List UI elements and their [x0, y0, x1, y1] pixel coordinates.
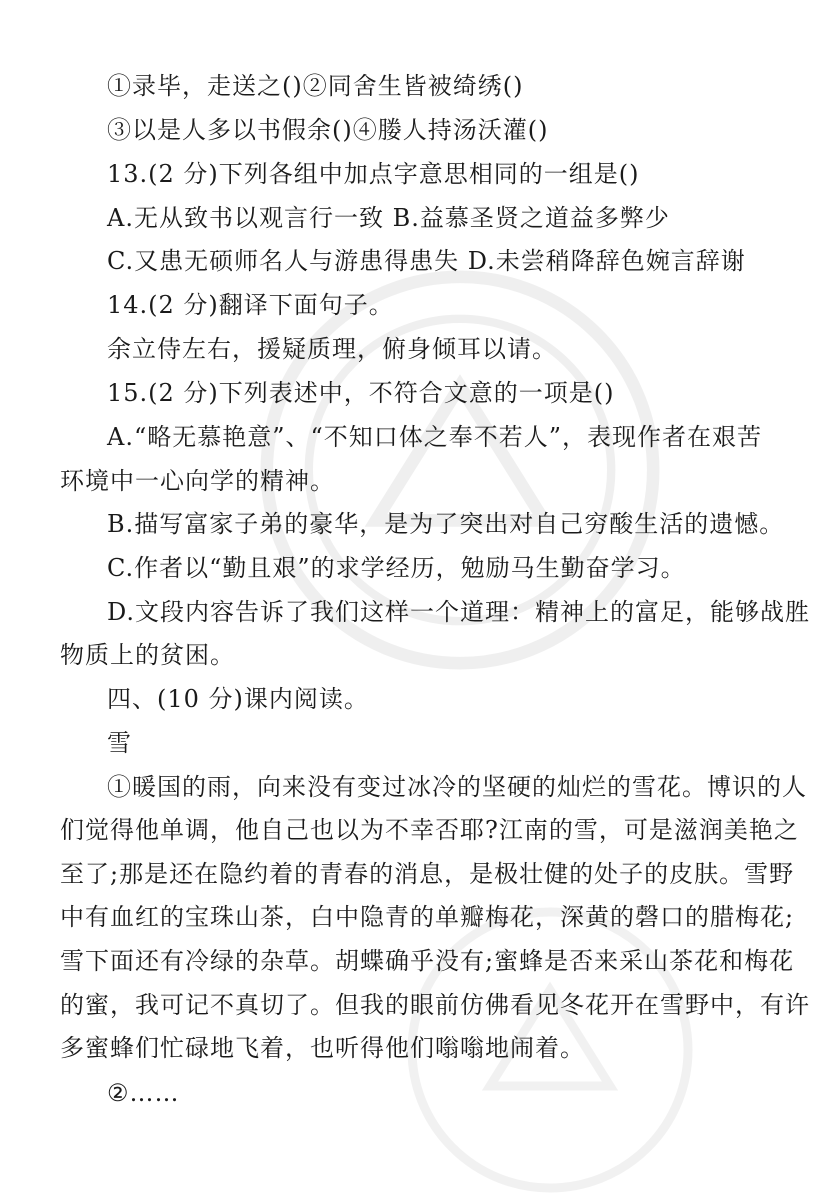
- q15-option-d-line2: 物质上的贫困。: [60, 641, 235, 669]
- passage-para1-line4: 中有血红的宝珠山茶，白中隐青的单瓣梅花，深黄的磬口的腊梅花;: [60, 903, 795, 931]
- q13-option-cd: C.又患无硕师名人与游患得患失 D.未尝稍降辞色婉言辞谢: [107, 247, 746, 275]
- passage-para1-line7: 多蜜蜂们忙碌地飞着，也听得他们嗡嗡地闹着。: [60, 1034, 585, 1062]
- q15-option-a-line1: A.“略无慕艳意”、“不知口体之奉不若人”，表现作者在艰苦: [107, 423, 763, 451]
- q13-option-ab: A.无从致书以观言行一致 B.益慕圣贤之道益多弊少: [107, 204, 670, 232]
- q13-stem: 13.(2 分)下列各组中加点字意思相同的一组是(): [107, 160, 640, 188]
- q15-option-c: C.作者以“勤且艰”的求学经历，勉励马生勤奋学习。: [107, 554, 686, 582]
- q15-option-d-line1: D.文段内容告诉了我们这样一个道理：精神上的富足，能够战胜: [107, 598, 811, 626]
- passage-para1-line5: 雪下面还有冷绿的杂草。胡蝶确乎没有;蜜蜂是否来采山茶花和梅花: [60, 947, 795, 975]
- q12-options-line1: ①录毕，走送之()②同舍生皆被绮绣(): [107, 72, 524, 100]
- passage-para1-line2: 们觉得他单调，他自己也以为不幸否耶?江南的雪，可是滋润美艳之: [60, 816, 799, 844]
- q14-sentence: 余立侍左右，援疑质理，俯身倾耳以请。: [107, 335, 557, 363]
- passage-title: 雪: [107, 729, 132, 757]
- passage-para2-start: ②……: [107, 1079, 180, 1107]
- q15-option-b: B.描写富家子弟的豪华，是为了突出对自己穷酸生活的遗憾。: [107, 510, 785, 538]
- section4-heading: 四、(10 分)课内阅读。: [107, 685, 369, 713]
- q15-stem: 15.(2 分)下列表述中，不符合文意的一项是(): [107, 379, 615, 407]
- passage-para1-line1: ①暖国的雨，向来没有变过冰冷的坚硬的灿烂的雪花。博识的人: [107, 773, 807, 801]
- q15-option-a-line2: 环境中一心向学的精神。: [60, 467, 335, 495]
- passage-para1-line6: 的蜜，我可记不真切了。但我的眼前仿佛看见冬花开在雪野中，有许: [60, 991, 810, 1019]
- q12-options-line2: ③以是人多以书假余()④媵人持汤沃灌(): [107, 116, 549, 144]
- q14-stem: 14.(2 分)翻译下面句子。: [107, 291, 394, 319]
- passage-para1-line3: 至了;那是还在隐约着的青春的消息，是极壮健的处子的皮肤。雪野: [60, 860, 795, 888]
